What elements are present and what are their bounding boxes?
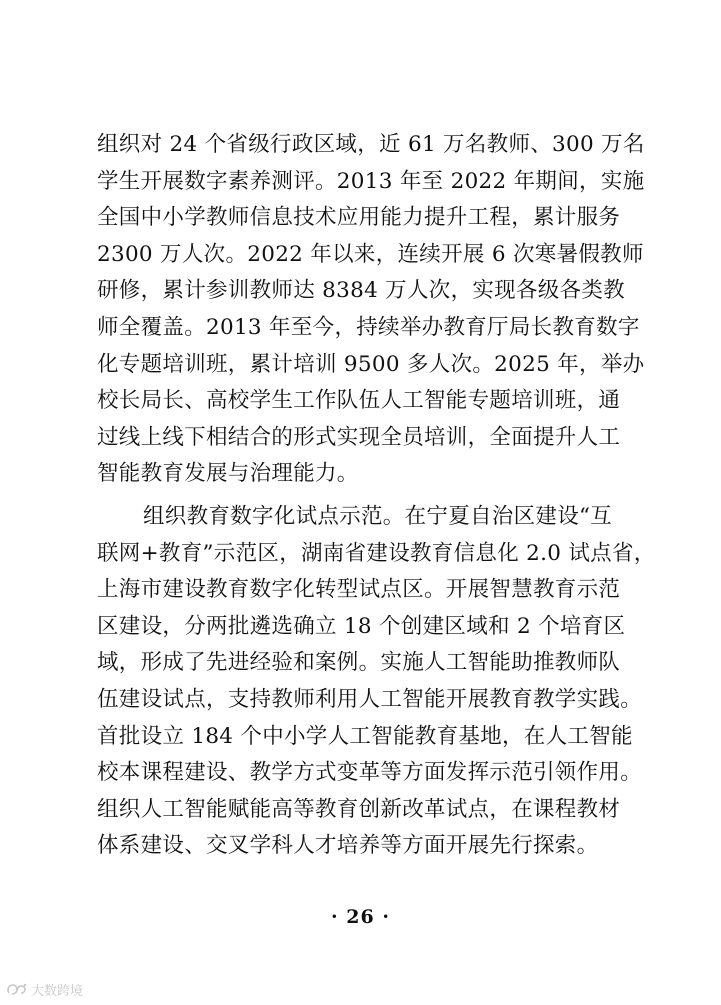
text-line: 校长局长、高校学生工作队伍人工智能专题培训班，通	[97, 388, 621, 414]
text-line: 联网+教育”示范区，湖南省建设教育信息化 2.0 试点省，	[97, 540, 656, 566]
text-line: 化专题培训班，累计培训 9500 多人次。2025 年，举办	[97, 351, 645, 377]
watermark	[6, 980, 83, 999]
text-line: 过线上线下相结合的形式实现全员培训，全面提升人工	[97, 424, 621, 450]
text-line: 首批设立 184 个中小学人工智能教育基地，在人工智能	[97, 723, 633, 749]
paragraph-2	[97, 499, 656, 865]
text-line: 师全覆盖。2013 年至今，持续举办教育厅局长教育数字	[97, 314, 640, 340]
paragraph-1	[97, 127, 645, 493]
body-text	[97, 127, 656, 865]
text-line: 伍建设试点，支持教师利用人工智能开展教育教学实践。	[97, 686, 643, 712]
watermark-text: 大数跨境	[31, 984, 84, 999]
text-line: 智能教育发展与治理能力。	[97, 461, 359, 487]
text-line: 校本课程建设、教学方式变革等方面发挥示范引领作用。	[97, 760, 643, 786]
text-line: 组织教育数字化试点示范。在宁夏自治区建设“互	[143, 503, 613, 529]
text-line: 学生开展数字素养测评。2013 年至 2022 年期间，实施	[97, 168, 645, 194]
text-line: 区建设，分两批遴选确立 18 个创建区域和 2 个培育区	[97, 613, 626, 639]
page-number: · 26 ·	[331, 906, 390, 928]
text-line: 上海市建设教育数字化转型试点区。开展智慧教育示范	[97, 577, 621, 603]
watermark-logo-icon	[6, 982, 28, 997]
text-line: 组织人工智能赋能高等教育创新改革试点，在课程教材	[97, 796, 621, 822]
text-line: 2300 万人次。2022 年以来，连续开展 6 次寒暑假教师	[97, 241, 644, 267]
text-line: 体系建设、交叉学科人才培养等方面开展先行探索。	[97, 833, 599, 859]
text-line: 域，形成了先进经验和案例。实施人工智能助推教师队	[97, 650, 621, 676]
text-line: 组织对 24 个省级行政区域，近 61 万名教师、300 万名	[97, 132, 645, 157]
text-line: 全国中小学教师信息技术应用能力提升工程，累计服务	[97, 205, 621, 231]
text-line: 研修，累计参训教师达 8384 万人次，实现各级各类教	[97, 278, 625, 304]
